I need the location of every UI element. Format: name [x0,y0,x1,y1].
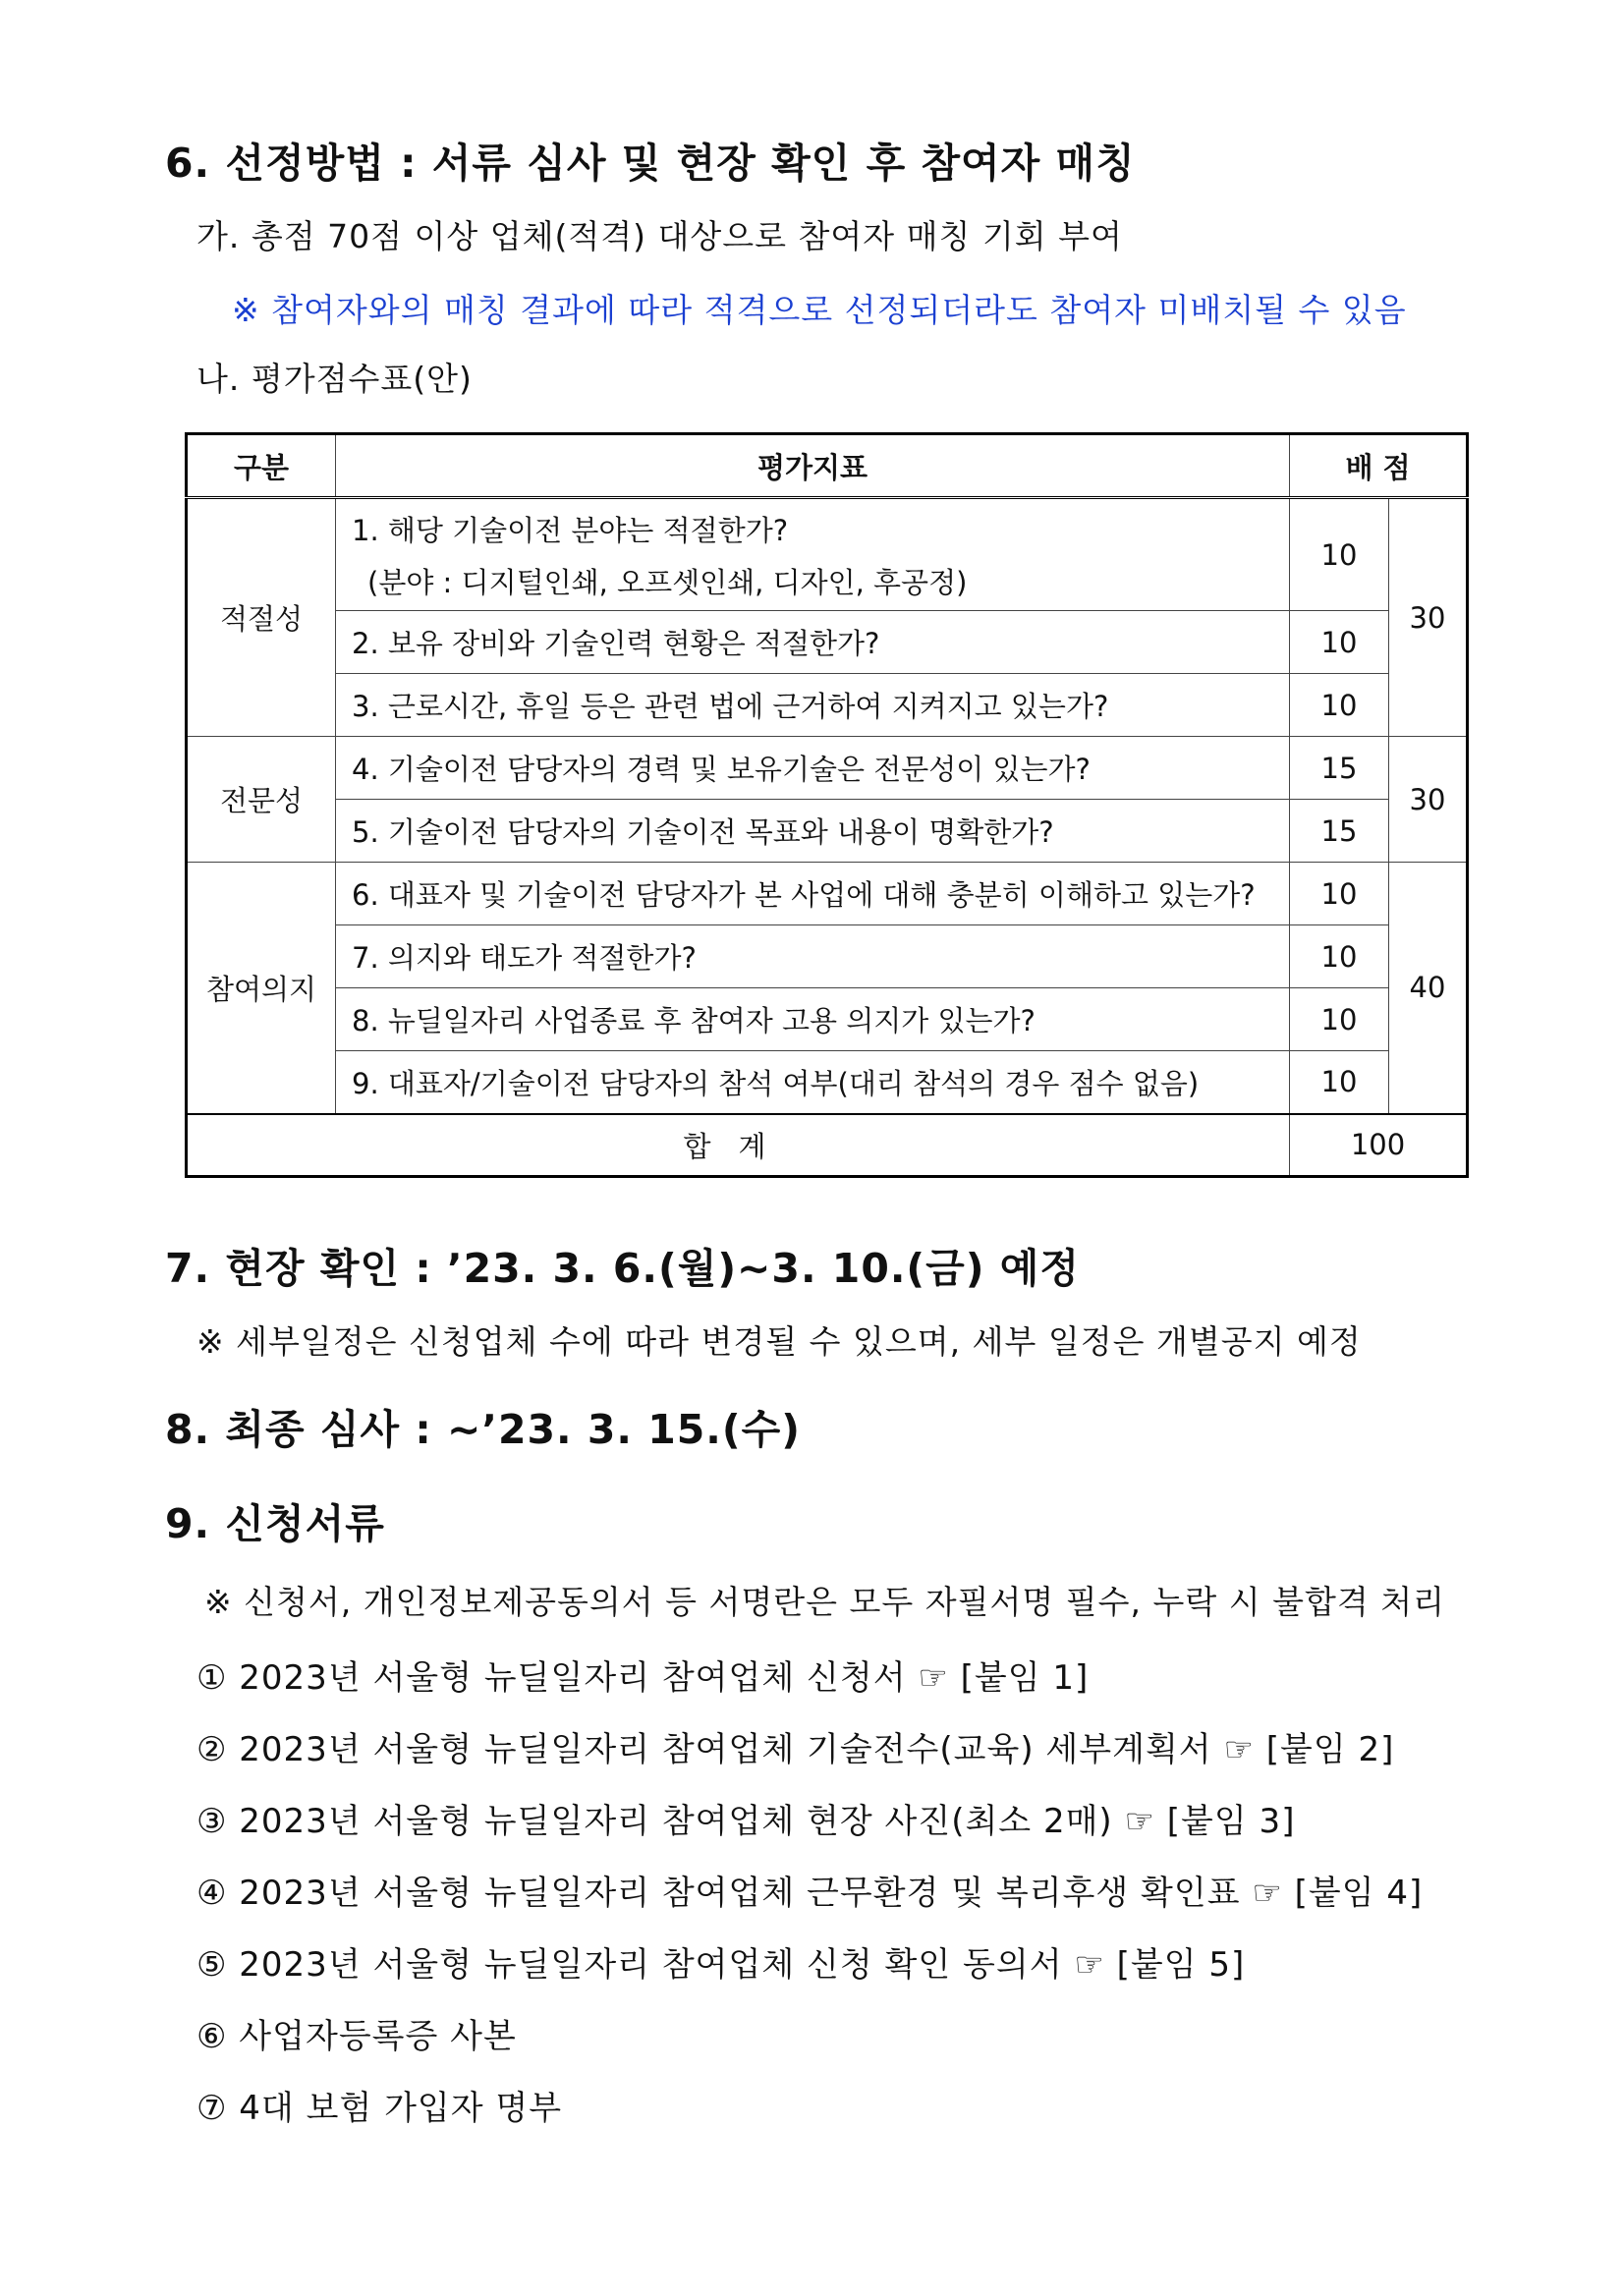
document-list-item: ⑦ 4대 보험 가입자 명부 [196,2089,563,2128]
total-label: 합계 [683,1129,794,1163]
indicator-cell: 2. 보유 장비와 기술인력 현황은 적절한가? [336,611,1290,674]
table-row [187,1051,1468,1114]
section6-heading: 6. 선정방법 : 서류 심사 및 현장 확인 후 참여자 매칭 [165,140,1136,187]
category-cell: 적절성 [187,498,336,737]
indicator-cell: 9. 대표자/기술이전 담당자의 참석 여부(대리 참석의 경우 점수 없음) [336,1051,1290,1114]
table-row [187,674,1468,737]
indicator-cell: 6. 대표자 및 기술이전 담당자가 본 사업에 대해 충분히 이해하고 있는가? [336,863,1290,925]
section7-note: ※ 세부일정은 신청업체 수에 따라 변경될 수 있으며, 세부 일정은 개별공지 예정 [196,1322,1362,1361]
subtotal-cell: 30 [1389,737,1468,863]
points-cell: 10 [1290,1051,1389,1114]
document-list-item: ⑤ 2023년 서울형 뉴딜일자리 참여업체 신청 확인 동의서 ☞ [붙임 5] [196,1945,1246,1985]
section8-heading: 8. 최종 심사 : ~’23. 3. 15.(수) [165,1406,801,1453]
points-cell: 10 [1290,988,1389,1051]
indicator-line: 1. 해당 기술이전 분야는 적절한가? [352,513,789,547]
total-label-cell [187,1114,1290,1177]
document-list-item: ① 2023년 서울형 뉴딜일자리 참여업체 신청서 ☞ [붙임 1] [196,1658,1090,1698]
header-score: 배 점 [1290,434,1468,498]
table-row [187,925,1468,988]
points-cell: 10 [1290,674,1389,737]
points-cell: 10 [1290,611,1389,674]
indicator-cell: 3. 근로시간, 휴일 등은 관련 법에 근거하여 지켜지고 있는가? [336,674,1290,737]
indicator-cell [336,498,1290,611]
document-list-item: ③ 2023년 서울형 뉴딜일자리 참여업체 현장 사진(최소 2매) ☞ [붙임 3] [196,1802,1296,1841]
category-cell: 전문성 [187,737,336,863]
document-list-item: ② 2023년 서울형 뉴딜일자리 참여업체 기술전수(교육) 세부계획서 ☞ [붙임 2] [196,1730,1395,1769]
points-cell: 10 [1290,863,1389,925]
table-header-row [187,434,1468,498]
section7-heading: 7. 현장 확인 : ’23. 3. 6.(월)~3. 10.(금) 예정 [165,1245,1080,1292]
points-cell: 15 [1290,800,1389,863]
table-row [187,611,1468,674]
table-row [187,498,1468,611]
subtotal-cell: 40 [1389,863,1468,1114]
table-row [187,737,1468,800]
header-indicator: 평가지표 [336,434,1290,498]
category-cell: 참여의지 [187,863,336,1114]
total-value: 100 [1290,1114,1468,1177]
table-row [187,988,1468,1051]
section6-item-na: 나. 평가점수표(안) [196,360,473,398]
header-category: 구분 [187,434,336,498]
indicator-cell: 7. 의지와 태도가 적절한가? [336,925,1290,988]
indicator-cell: 4. 기술이전 담당자의 경력 및 보유기술은 전문성이 있는가? [336,737,1290,800]
points-cell: 10 [1290,925,1389,988]
table-row [187,863,1468,925]
indicator-cell: 5. 기술이전 담당자의 기술이전 목표와 내용이 명확한가? [336,800,1290,863]
section9-heading: 9. 신청서류 [165,1500,385,1547]
section6-item-ga: 가. 총점 70점 이상 업체(적격) 대상으로 참여자 매칭 기회 부여 [196,217,1123,255]
table-row [187,800,1468,863]
points-cell: 15 [1290,737,1389,800]
section6-note: ※ 참여자와의 매칭 결과에 따라 적격으로 선정되더라도 참여자 미배치될 수 있음 [232,291,1407,329]
indicator-cell: 8. 뉴딜일자리 사업종료 후 참여자 고용 의지가 있는가? [336,988,1290,1051]
points-cell: 10 [1290,498,1389,611]
score-table [185,432,1469,1178]
subtotal-cell: 30 [1389,498,1468,737]
indicator-subline: (분야 : 디지털인쇄, 오프셋인쇄, 디자인, 후공정) [367,565,968,599]
document-list-item: ④ 2023년 서울형 뉴딜일자리 참여업체 근무환경 및 복리후생 확인표 ☞ [붙임 4] [196,1874,1424,1913]
document-list-item: ⑥ 사업자등록증 사본 [196,2017,517,2056]
section9-note: ※ 신청서, 개인정보제공동의서 등 서명란은 모두 자필서명 필수, 누락 시 불합격 처리 [204,1583,1445,1621]
table-total-row [187,1114,1468,1177]
